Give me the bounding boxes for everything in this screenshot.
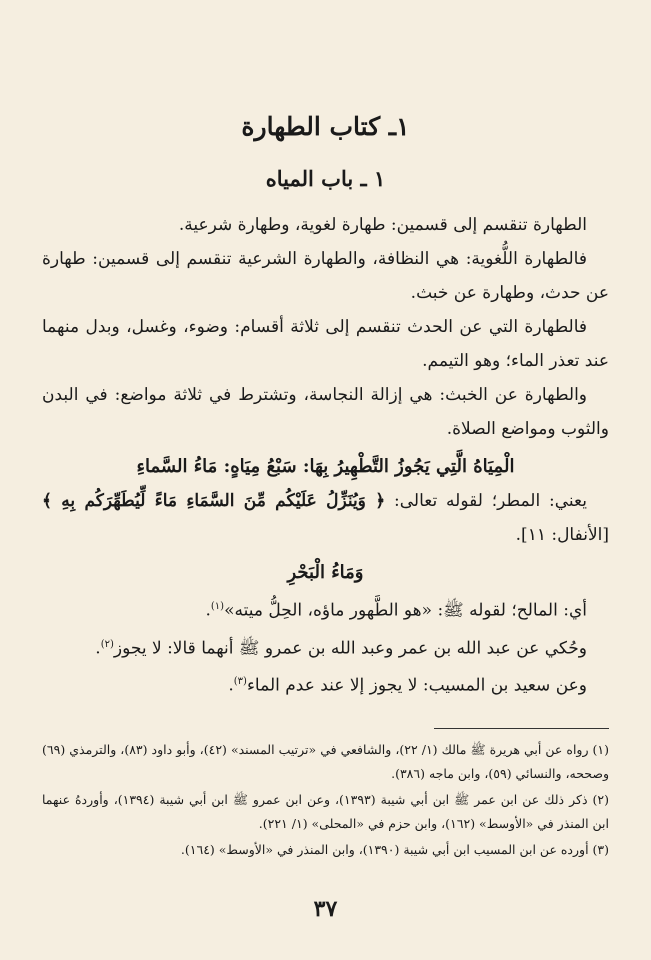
commentary-text: أي: المالح؛ لقوله ﷺ: «هو الطَّهور ماؤه، الحِلُّ ميته» bbox=[224, 600, 587, 621]
footnote: (١) رواه عن أبي هريرة ﷺ مالك (١/ ٢٢)، والشافعي في «ترتيب المسند» (٤٢)، وأبو داود (٨٣)، والترمذي (٦٩) وصححه، والنسائي (٥٩)، وابن ماجه (٣٨٦). bbox=[42, 742, 610, 781]
commentary-paragraph: أي: المالح؛ لقوله ﷺ: «هو الطَّهور ماؤه، الحِلُّ ميته»$^{(١)}$. bbox=[205, 600, 587, 621]
verse-reference: [الأنفال: ١١]. bbox=[515, 525, 609, 545]
footnote: (٣) أورده عن ابن المسيب ابن أبي شيبة (١٣٩٠)، وابن المنذر في «الأوسط» (١٦٤). bbox=[180, 842, 609, 857]
footnote-divider bbox=[434, 728, 609, 729]
matn-text: الْمِيَاهُ الَّتِي يَجُوزُ التَّطْهِيرُ بِهَا: سَبْعُ مِيَاهٍ: مَاءُ السَّماءِ bbox=[136, 456, 515, 477]
footnotes bbox=[42, 738, 609, 864]
chapter-title: ١ـ كتاب الطهارة bbox=[241, 112, 410, 141]
commentary-text: وحُكي عن عبد الله بن عمر وعبد الله بن عمرو ﷺ أنهما قالا: لا يجوز bbox=[113, 638, 587, 659]
commentary-text: يعني: المطر؛ لقوله تعالى: bbox=[385, 491, 587, 511]
quran-verse: ﴿ وَيُنَزِّلُ عَلَيْكُم مِّنَ السَّمَاءِ مَاءً لِّيُطَهِّرَكُم بِهِ ﴾ bbox=[42, 491, 386, 511]
page-number: ٣٧ bbox=[313, 896, 338, 922]
paragraph: والطهارة عن الخبث: هي إزالة النجاسة، وتشترط في ثلاثة مواضع: في البدن والثوب ومواضع الصلاة. bbox=[42, 385, 609, 439]
matn-text: وَمَاءُ الْبَحْرِ bbox=[287, 562, 364, 583]
footnote-ref[interactable]: (٢) bbox=[100, 638, 114, 650]
commentary-paragraph: وحُكي عن عبد الله بن عمر وعبد الله بن عمرو ﷺ أنهما قالا: لا يجوز$^{(٢)}$. bbox=[95, 638, 587, 659]
footnote: (٢) ذكر ذلك عن ابن عمر ﷺ ابن أبي شيبة (١٣٩٣)، وعن ابن عمرو ﷺ ابن أبي شيبة (١٣٩٤)، وأوردهُ عنهما ابن المنذر في «الأوسط» (١٦٢)، وابن حزم في «المحلى» (١/ ٢٢١). bbox=[42, 792, 609, 831]
body-text bbox=[42, 208, 609, 703]
commentary-paragraph bbox=[42, 484, 609, 552]
paragraph: فالطهارة اللُّغوية: هي النظافة، والطهارة الشرعية تنقسم إلى قسمين: طهارة عن حدث، وطهارة عن خبث. bbox=[42, 249, 609, 303]
footnote-ref[interactable]: (٣) bbox=[233, 676, 247, 688]
footnote-ref[interactable]: (١) bbox=[210, 601, 225, 612]
paragraph: الطهارة تنقسم إلى قسمين: طهارة لغوية، وطهارة شرعية. bbox=[178, 215, 587, 235]
paragraph: فالطهارة التي عن الحدث تنقسم إلى ثلاثة أقسام: وضوء، وغسل، وبدل منهما عند تعذر الماء؛ وهو التيمم. bbox=[42, 317, 609, 371]
commentary-paragraph: وعن سعيد بن المسيب: لا يجوز إلا عند عدم الماء$^{(٣)}$. bbox=[228, 675, 587, 696]
section-title: ١ ـ باب المياه bbox=[265, 166, 386, 191]
commentary-text: وعن سعيد بن المسيب: لا يجوز إلا عند عدم الماء bbox=[246, 675, 587, 696]
